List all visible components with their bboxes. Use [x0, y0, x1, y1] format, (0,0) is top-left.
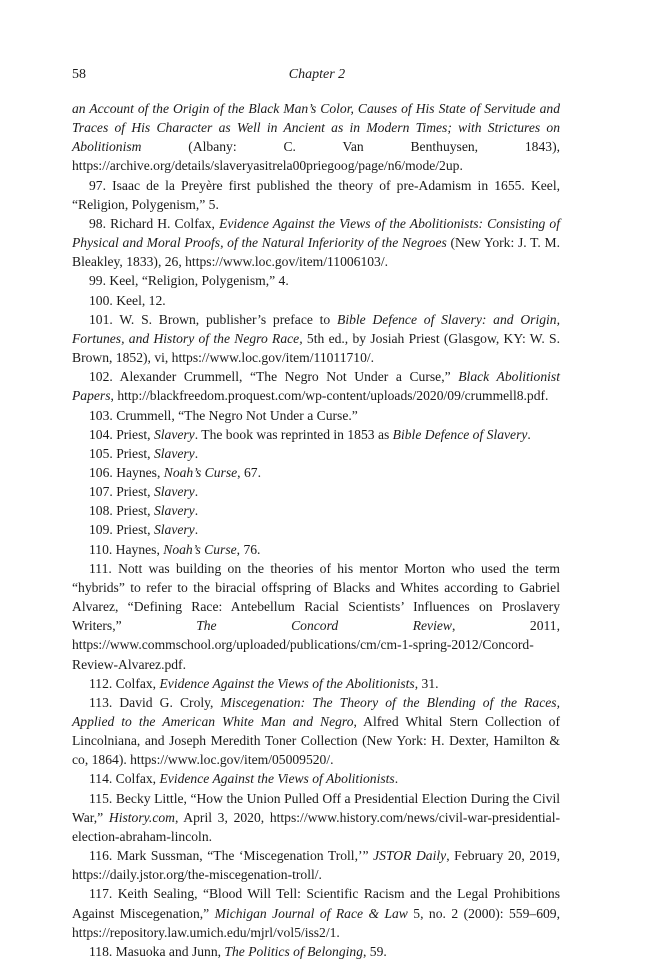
note-text: 114. Colfax,	[89, 771, 160, 787]
note-text: 97. Isaac de la Preyère first published the theory of pre-Adamism in 1655. Keel, “Religion, Polygenism,” 5.	[72, 177, 560, 212]
note-text: , February 20, 2019, https://daily.jstor.org/the-miscegenation-troll/.	[72, 848, 560, 883]
note-italic: Noah’s Curse	[163, 541, 237, 557]
note-italic: Bible Defence of Slavery	[392, 426, 528, 442]
note-text: .	[194, 445, 199, 461]
note-text: 101. W. S. Brown, publisher’s preface to	[89, 311, 338, 327]
endnote	[72, 559, 560, 674]
note-italic: Slavery	[153, 445, 195, 461]
note-text: 5th ed., by Josiah Priest (Glasgow, KY: W. S. Brown, 1852), vi, https://www.loc.gov/item/11011710/.	[72, 330, 560, 366]
note-text: , 31.	[414, 675, 439, 691]
note-text: 111. Nott was building on the theories of his mentor Morton who used the term “hybrids” to refer to the biracial offspring of Blacks and Whites according to Gabriel Alvarez, “Defining Race: Antebellum Racial Scientists’ Influences on Proslavery Writers,”	[72, 560, 560, 634]
note-text: 113. David G. Croly,	[89, 694, 221, 710]
note-text: 102. Alexander Crummell, “The Negro Not Under a Curse,”	[89, 369, 459, 385]
note-italic: Slavery	[153, 426, 195, 442]
note-italic: Michigan Journal of Race & Law	[214, 905, 408, 921]
page-header	[72, 67, 562, 87]
note-text: 117. Keith Sealing, “Blood Will Tell: Scientific Racism and the Legal Prohibitions Against Miscegenation,”	[72, 886, 560, 921]
endnote	[72, 463, 560, 482]
endnote	[72, 540, 560, 559]
endnote	[72, 884, 560, 941]
note-italic: Evidence Against the Views of Abolitionists	[159, 771, 395, 787]
note-italic: JSTOR Daily	[373, 848, 447, 864]
note-text: 112. Colfax,	[89, 675, 160, 691]
note-italic: an Account of the Origin of the Black Man’s Color, Causes of His State of Servitude and Traces of His Character as Well in Ancient as in Modern Times; with Strictures on Abolitionism	[72, 101, 560, 155]
endnote	[72, 271, 560, 290]
note-text: 110. Haynes,	[89, 541, 164, 557]
note-text: (New York: J. T. M. Bleakley, 1833), 26, https://www.loc.gov/item/11006103/.	[72, 235, 560, 270]
endnote	[72, 846, 560, 884]
note-italic: The Politics of Belonging	[224, 943, 363, 959]
note-italic: Evidence Against the Views of the Abolitionists: Consisting of Physical and Moral Proofs, of the Natural Inferiority of the Negroes	[72, 215, 560, 251]
note-text: , http://blackfreedom.proquest.com/wp-content/uploads/2020/09/crummell8.pdf.	[110, 388, 549, 404]
note-text: 100. Keel, 12.	[89, 292, 166, 308]
endnote	[72, 310, 560, 367]
note-text: 118. Masuoka and Junn,	[89, 943, 225, 959]
note-text: 115. Becky Little, “How the Union Pulled Off a Presidential Election During the Civil War,”	[72, 790, 560, 825]
note-italic: Evidence Against the Views of the Abolitionists	[159, 675, 415, 691]
note-text: 103. Crummell, “The Negro Not Under a Curse.”	[89, 407, 358, 423]
endnote	[72, 520, 560, 539]
note-italic: Slavery	[153, 522, 195, 538]
note-italic: Bible Defence of Slavery: and Origin, Fortunes, and History of the Negro Race,	[72, 311, 560, 346]
note-text: 108. Priest,	[89, 503, 154, 519]
note-text: .	[194, 503, 199, 519]
note-text: .	[527, 426, 531, 442]
endnote	[72, 291, 560, 310]
running-head: Chapter 2	[288, 67, 346, 82]
note-italic: The Concord Review	[196, 618, 452, 634]
note-text: (Albany: C. Van Benthuysen, 1843), https://archive.org/details/slaveryasitrela00priegoog/page/n6/mode/2up.	[72, 139, 560, 174]
endnote	[72, 789, 560, 846]
endnote	[72, 176, 560, 214]
note-italic: Slavery	[153, 503, 195, 519]
note-text: .	[194, 484, 199, 500]
note-text: 109. Priest,	[89, 522, 154, 538]
note-text: 107. Priest,	[89, 484, 154, 500]
note-text: 105. Priest,	[89, 445, 154, 461]
note-text: .	[194, 522, 199, 538]
note-text: , 67.	[237, 464, 261, 480]
note-text: 104. Priest,	[89, 426, 154, 442]
endnote	[72, 406, 560, 425]
page-number: 58	[72, 67, 86, 82]
note-text: , 76.	[236, 541, 261, 557]
note-text: 106. Haynes,	[89, 464, 164, 480]
note-text: , Alfred Whital Stern Collection of Lincolniana, and Joseph Meredith Toner Collection (New York: H. Dexter, Hamilton & co, 1864). https://www.loc.gov/item/05009520/.	[72, 714, 560, 768]
endnote	[72, 99, 560, 176]
endnote	[72, 482, 560, 501]
note-text: .	[394, 771, 399, 787]
endnotes	[72, 99, 560, 961]
note-italic: Noah’s Curse	[163, 464, 238, 480]
endnote	[72, 367, 560, 405]
endnote	[72, 674, 560, 693]
note-italic: Miscegenation: The Theory of the Blending of the Races, Applied to the American White Man and Negro	[72, 694, 560, 729]
endnote	[72, 425, 560, 444]
note-text: 116. Mark Sussman, “The ‘Miscegenation Troll,’”	[89, 848, 374, 864]
note-italic: Black Abolitionist Papers	[72, 369, 560, 404]
note-text: 5, no. 2 (2000): 559–609, https://repository.law.umich.edu/mjrl/vol5/iss2/1.	[72, 905, 560, 940]
endnote	[72, 444, 560, 463]
note-text: 99. Keel, “Religion, Polygenism,” 4.	[89, 273, 289, 289]
note-italic: History.com	[108, 809, 175, 825]
note-text: , April 3, 2020, https://www.history.com/news/civil-war-presidential-election-abraham-lincoln.	[72, 809, 561, 844]
endnote	[72, 769, 560, 788]
note-italic: Slavery	[153, 484, 195, 500]
endnote	[72, 214, 560, 271]
endnote	[72, 693, 560, 770]
note-text: , 59.	[363, 943, 387, 959]
note-text: , 2011, https://www.commschool.org/uploaded/publications/cm/cm-1-spring-2012/Concord-Review-Alvarez.pdf.	[72, 618, 560, 672]
note-text: . The book was reprinted in 1853 as	[194, 426, 393, 442]
endnote	[72, 942, 560, 961]
endnote	[72, 501, 560, 520]
note-text: 98. Richard H. Colfax,	[89, 215, 220, 231]
